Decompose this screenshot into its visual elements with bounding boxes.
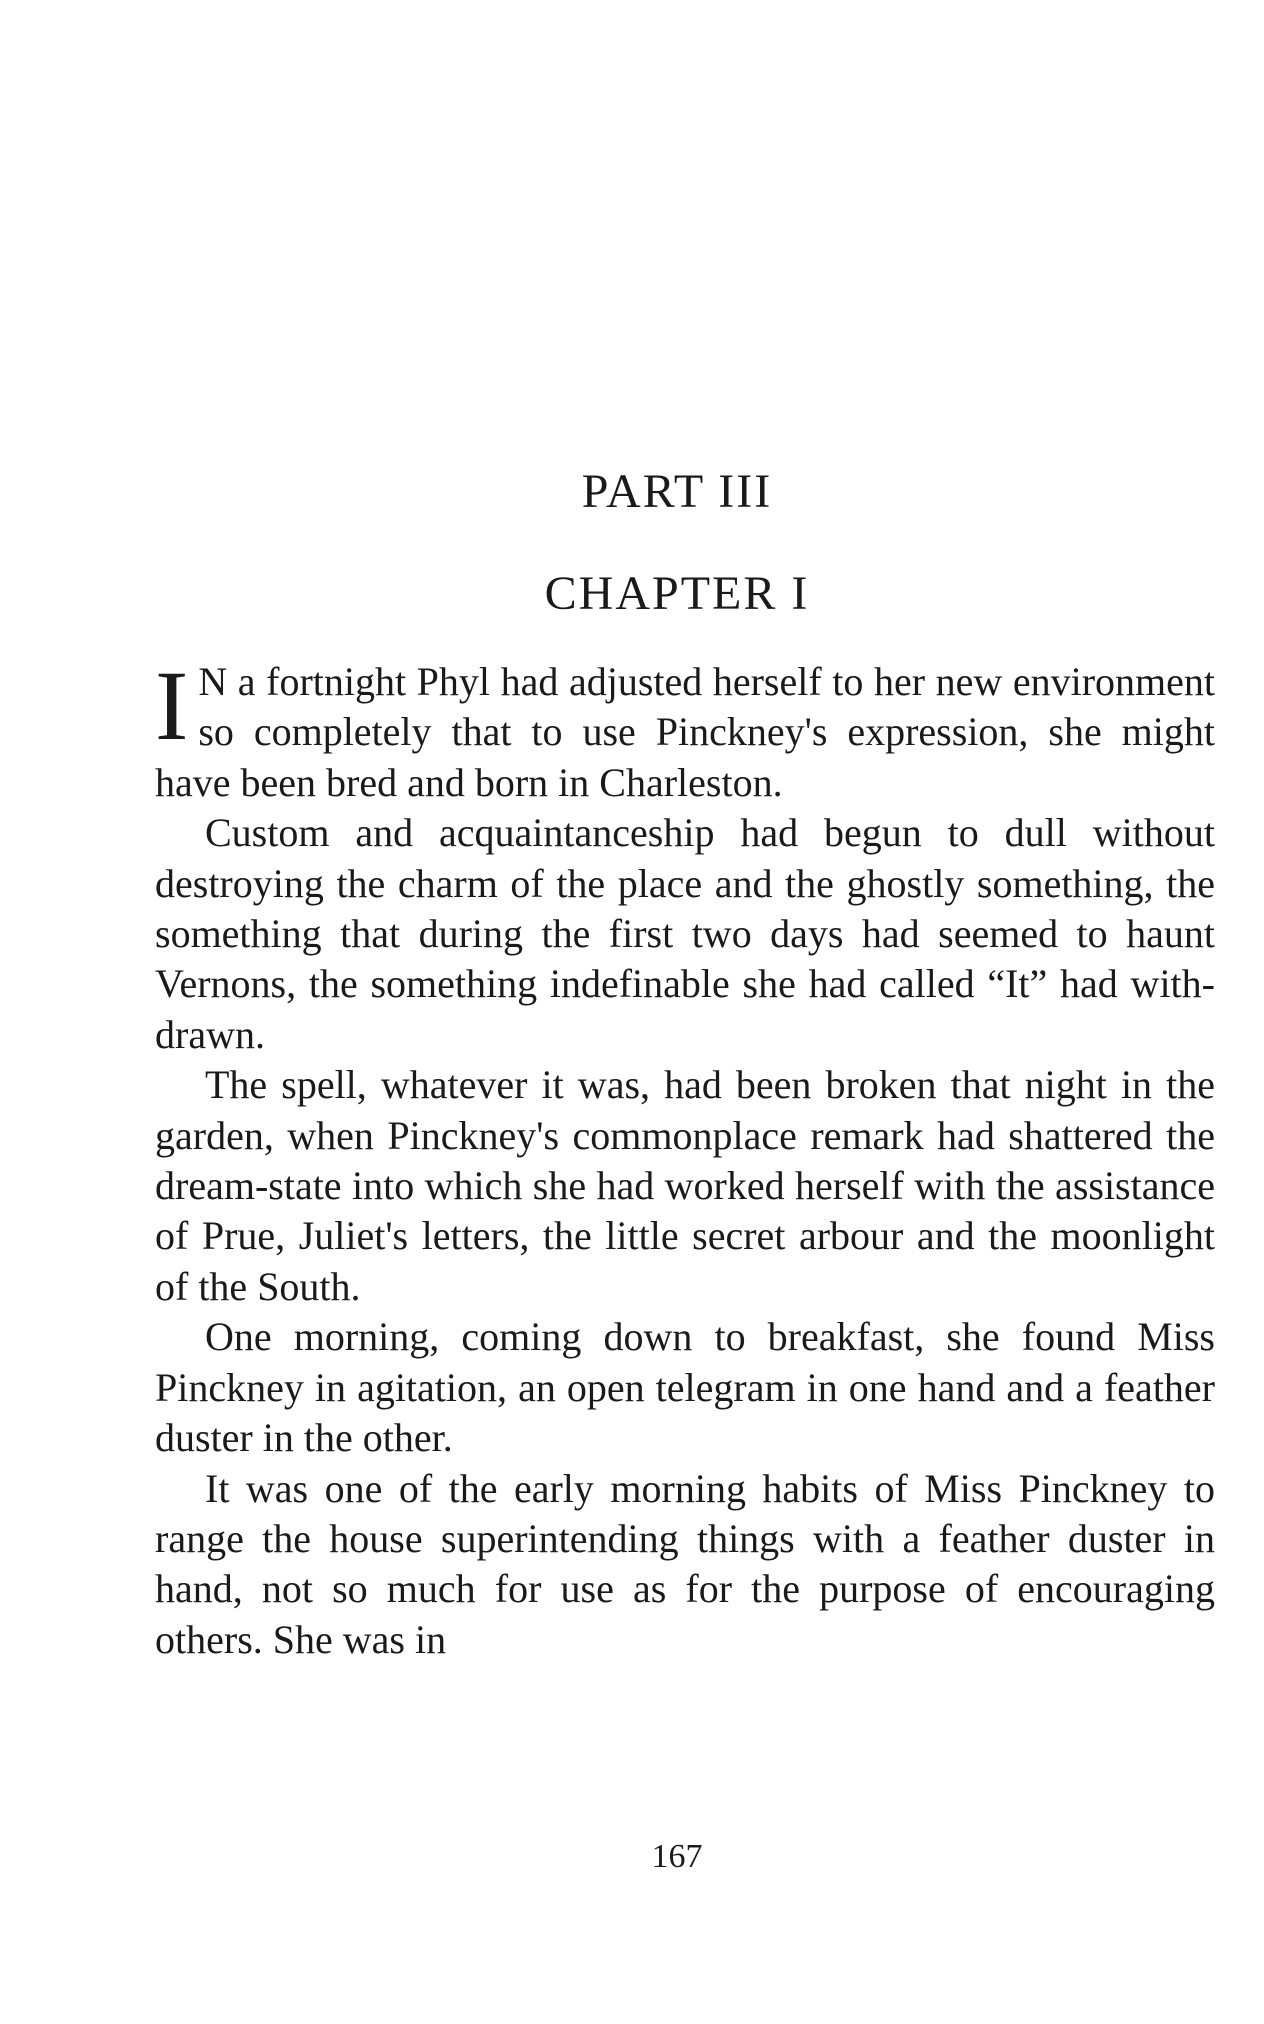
paragraph-1 <box>155 650 1215 808</box>
chapter-title: CHAPTER I <box>544 567 810 620</box>
paragraph-2: Custom and acquaintanceship had begun to dull without destroying the charm of the place and the ghostly something, the something that during the first two days had seemed to haunt Vernons, the something indefinable she had called “It” had withdrawn. <box>155 810 1215 1057</box>
paragraph-4: One morning, coming down to breakfast, she found Miss Pinckney in agitation, an open telegram in one hand and a feather duster in the other. <box>155 1314 1215 1461</box>
paragraph-1-text: N a fortnight Phyl had adjusted herself to her new environment so completely that to use Pinckney's expression, she might have been bred and born in Charleston. <box>155 659 1215 805</box>
part-title: PART III <box>581 465 773 518</box>
drop-cap: I <box>155 650 189 761</box>
paragraph-5: It was one of the early morning habits of Miss Pinckney to range the house superintending things with a feather duster in hand, not so much for use as for the purpose of encouraging others. She was in <box>155 1465 1215 1662</box>
page-number: 167 <box>651 1838 703 1875</box>
body-text <box>155 650 1215 1665</box>
paragraph-3: The spell, whatever it was, had been broken that night in the garden, when Pinckney's commonplace remark had shattered the dream-state into which she had worked herself with the assistance of Prue, Juliet's letters, the little secret arbour and the moonlight of the South. <box>155 1062 1215 1309</box>
